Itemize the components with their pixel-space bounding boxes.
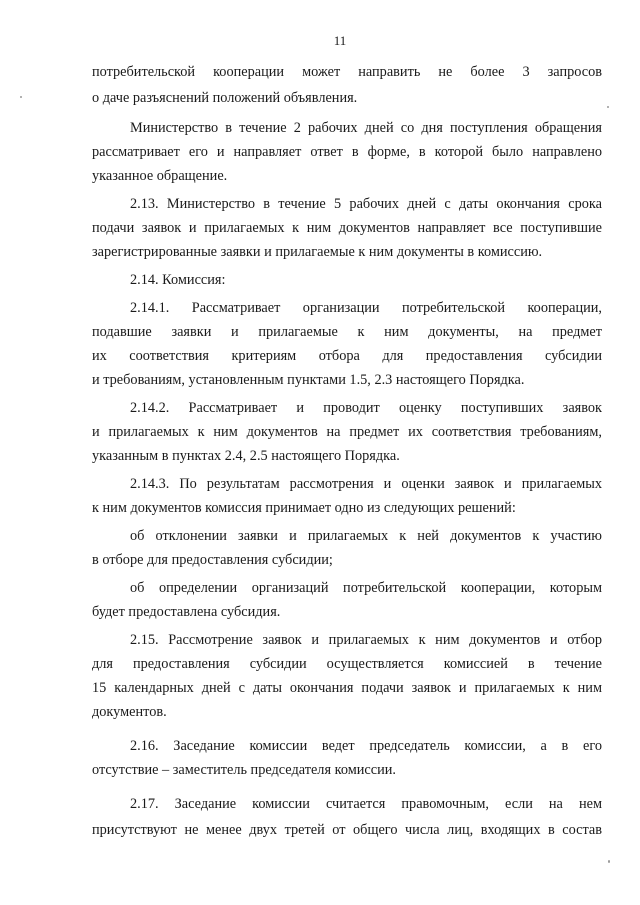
text-line: потребительской кооперации может направить не более 3 запросов [92,64,602,80]
text-line: присутствуют не менее двух третей от общего числа лиц, входящих в состав [92,822,602,838]
text-line: о даче разъяснений положений объявления. [92,90,358,106]
text-line: документов. [92,704,167,720]
text-line: 2.15. Рассмотрение заявок и прилагаемых к ним документов и отбор [130,632,602,648]
text-line: 2.14.1. Рассматривает организации потребительской кооперации, [130,300,602,316]
text-line: указанное обращение. [92,168,228,184]
text-line: будет предоставлена субсидия. [92,604,281,620]
text-line: и требованиям, установленным пунктами 1.5, 2.3 настоящего Порядка. [92,372,525,388]
text-line: их соответствия критериям отбора для предоставления субсидии [92,348,602,364]
scan-speck [20,96,22,98]
text-line: Министерство в течение 2 рабочих дней со дня поступления обращения [130,120,602,136]
text-line: к ним документов комиссия принимает одно из следующих решений: [92,500,516,516]
text-line: об определении организаций потребительской кооперации, которым [130,580,602,596]
text-line: об отклонении заявки и прилагаемых к ней документов к участию [130,528,602,544]
text-line: указанным в пунктах 2.4, 2.5 настоящего Порядка. [92,448,400,464]
text-line: зарегистрированные заявки и прилагаемые к ним документы в комиссию. [92,244,543,260]
scan-speck [607,106,609,108]
text-line: подавшие заявки и прилагаемые к ним документы, на предмет [92,324,602,340]
text-line: 2.16. Заседание комиссии ведет председатель комиссии, а в его [130,738,602,754]
page-number: 11 [333,33,347,48]
text-line: 2.17. Заседание комиссии считается правомочным, если на нем [130,796,602,812]
text-line: отсутствие – заместитель председателя комиссии. [92,762,396,778]
text-line: подачи заявок и прилагаемых к ним документов направляет все поступившие [92,220,602,236]
text-line: и прилагаемых к ним документов на предмет их соответствия требованиям, [92,424,602,440]
text-line: 2.14. Комиссия: [130,272,226,288]
text-line: в отборе для предоставления субсидии; [92,552,333,568]
text-line: 2.14.3. По результатам рассмотрения и оценки заявок и прилагаемых [130,476,602,492]
text-line: 2.14.2. Рассматривает и проводит оценку поступивших заявок [130,400,602,416]
text-line: для предоставления субсидии осуществляется комиссией в течение [92,656,602,672]
text-line: 15 календарных дней с даты окончания подачи заявок и прилагаемых к ним [92,680,602,696]
text-line: 2.13. Министерство в течение 5 рабочих дней с даты окончания срока [130,196,602,212]
text-line: рассматривает его и направляет ответ в форме, в которой было направлено [92,144,602,160]
scan-speck [608,860,610,863]
